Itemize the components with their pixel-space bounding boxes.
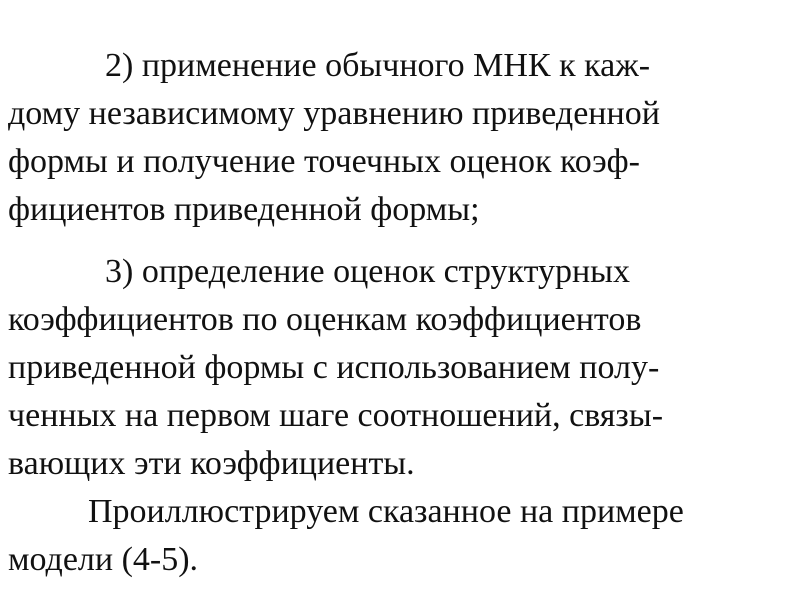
- paragraph-4-line-1: Проиллюстрируем сказанное на примере: [88, 493, 684, 530]
- paragraph-3-line-2: коэффициентов по оценкам коэффициентов: [8, 301, 642, 338]
- paragraph-3-line-4: ченных на первом шаге соотношений, связы-: [8, 397, 664, 434]
- paragraph-3-line-5: вающих эти коэффициенты.: [8, 445, 415, 482]
- paragraph-2-line-2: дому независимому уравнению приведенной: [8, 95, 660, 132]
- paragraph-2-line-1: 2) применение обычного МНК к каж-: [105, 47, 651, 84]
- paragraph-2-line-4: фициентов приведенной формы;: [8, 191, 480, 228]
- paragraph-3-line-1: 3) определение оценок структурных: [105, 253, 631, 290]
- paragraph-3-line-3: приведенной формы с использованием полу-: [8, 349, 660, 386]
- paragraph-2-line-3: формы и получение точечных оценок коэф-: [8, 143, 640, 180]
- paragraph-4-line-2: модели (4-5).: [8, 541, 199, 578]
